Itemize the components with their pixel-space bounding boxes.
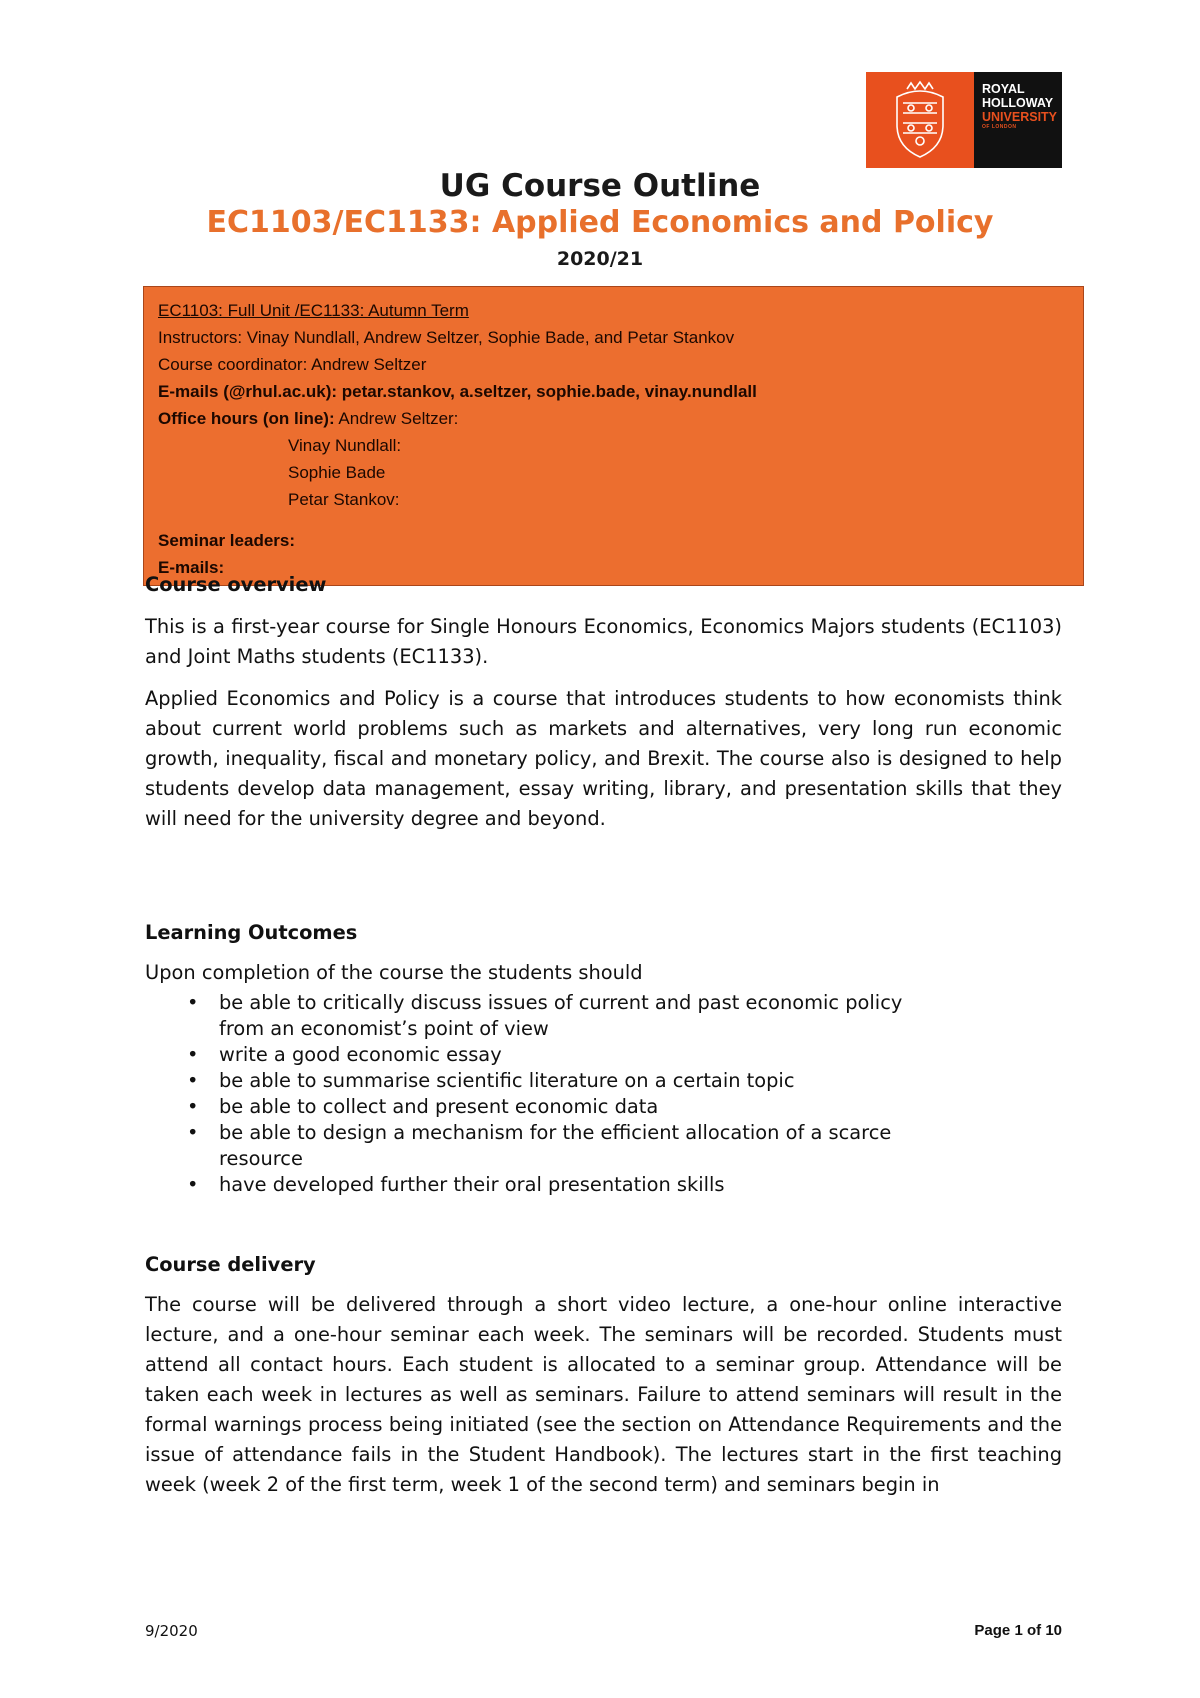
- logo-line-holloway: HOLLOWAY: [982, 96, 1054, 110]
- course-info-box: [143, 286, 1084, 586]
- bullet-icon: •: [187, 1095, 199, 1118]
- office-hours-entry: Andrew Seltzer:: [338, 409, 459, 428]
- crest-icon: [866, 72, 974, 168]
- office-hours-entry: Sophie Bade: [288, 463, 386, 482]
- logo-line-london: OF LONDON: [982, 124, 1017, 130]
- seminar-leaders-label: Seminar leaders:: [158, 531, 296, 550]
- logo-line-royal: ROYAL: [982, 82, 1025, 96]
- list-item: • have developed further their oral presentation skills: [187, 1173, 725, 1196]
- list-item: • be able to design a mechanism for the efficient allocation of a scarce resource: [187, 1121, 892, 1170]
- list-item: • be able to collect and present economic data: [187, 1095, 659, 1118]
- office-hours-line: [158, 405, 1069, 432]
- footer-date: 9/2020: [145, 1622, 198, 1640]
- outcomes-list-wrap: [145, 990, 1062, 1198]
- list-item: • be able to summarise scientific literature on a certain topic: [187, 1069, 795, 1092]
- overview-heading-wrap: [145, 574, 1062, 600]
- units-line: EC1103: Full Unit /EC1133: Autumn Term: [158, 301, 469, 320]
- overview-heading: Course overview: [145, 574, 327, 596]
- university-logo: [866, 72, 1062, 168]
- list-item: • write a good economic essay: [187, 1043, 502, 1066]
- bullet-icon: •: [187, 1121, 199, 1144]
- office-hours-entry: Petar Stankov:: [288, 490, 400, 509]
- outcomes-list: [145, 990, 1062, 1198]
- emails-line: E-mails (@rhul.ac.uk): petar.stankov, a.seltzer, sophie.bade, vinay.nundlall: [158, 382, 757, 401]
- delivery-heading: Course delivery: [145, 1253, 316, 1276]
- bullet-icon: •: [187, 1173, 199, 1196]
- academic-year: 2020/21: [556, 248, 644, 270]
- list-item: • be able to critically discuss issues of current and past economic policy from an economist’s point of view: [187, 991, 903, 1040]
- logo-line-university: UNIVERSITY: [982, 110, 1058, 124]
- overview-paragraph-2: Applied Economics and Policy is a course that introduces students to how economists think about current world problems such as markets and alternatives, very long run economic growth, inequality, fiscal and monetary policy, and Brexit. The course also is designed to help students develop data management, essay writing, library, and presentation skills that they will need for the university degree and beyond.: [145, 687, 1062, 830]
- seminar-emails-label: E-mails:: [158, 558, 225, 577]
- bullet-icon: •: [187, 991, 199, 1014]
- bullet-icon: •: [187, 1043, 199, 1066]
- page-title: UG Course Outline: [439, 168, 761, 204]
- coordinator-line: Course coordinator: Andrew Seltzer: [158, 355, 427, 374]
- logo-wordmark: [974, 72, 1062, 168]
- office-hours-entry: Vinay Nundlall:: [288, 436, 402, 455]
- outcomes-heading: Learning Outcomes: [145, 921, 358, 944]
- page-number: Page 1 of 10: [974, 1622, 1062, 1639]
- instructors-line: Instructors: Vinay Nundlall, Andrew Seltzer, Sophie Bade, and Petar Stankov: [158, 328, 735, 347]
- delivery-paragraph-1: The course will be delivered through a short video lecture, a one-hour online interactive lecture, and a one-hour seminar each week. The seminars will be recorded. Students must attend all contact hours. Each student is allocated to a seminar group. Attendance will be taken each week in lectures as well as seminars. Failure to attend seminars will result in the formal warnings process being initiated (see the section on Attendance Requirements and the issue of attendance fails in the Student Handbook). The lectures start in the first teaching week (week 2 of the first term, week 1 of the second term) and seminars begin in: [145, 1293, 1062, 1496]
- office-hours-label: Office hours (on line):: [158, 409, 335, 428]
- course-title: EC1103/EC1133: Applied Economics and Policy: [206, 205, 994, 240]
- overview-paragraph-1: This is a first-year course for Single Honours Economics, Economics Majors students (EC1103) and Joint Maths students (EC1133).: [145, 615, 1062, 668]
- bullet-icon: •: [187, 1069, 199, 1092]
- outcomes-intro: Upon completion of the course the students should: [145, 961, 643, 984]
